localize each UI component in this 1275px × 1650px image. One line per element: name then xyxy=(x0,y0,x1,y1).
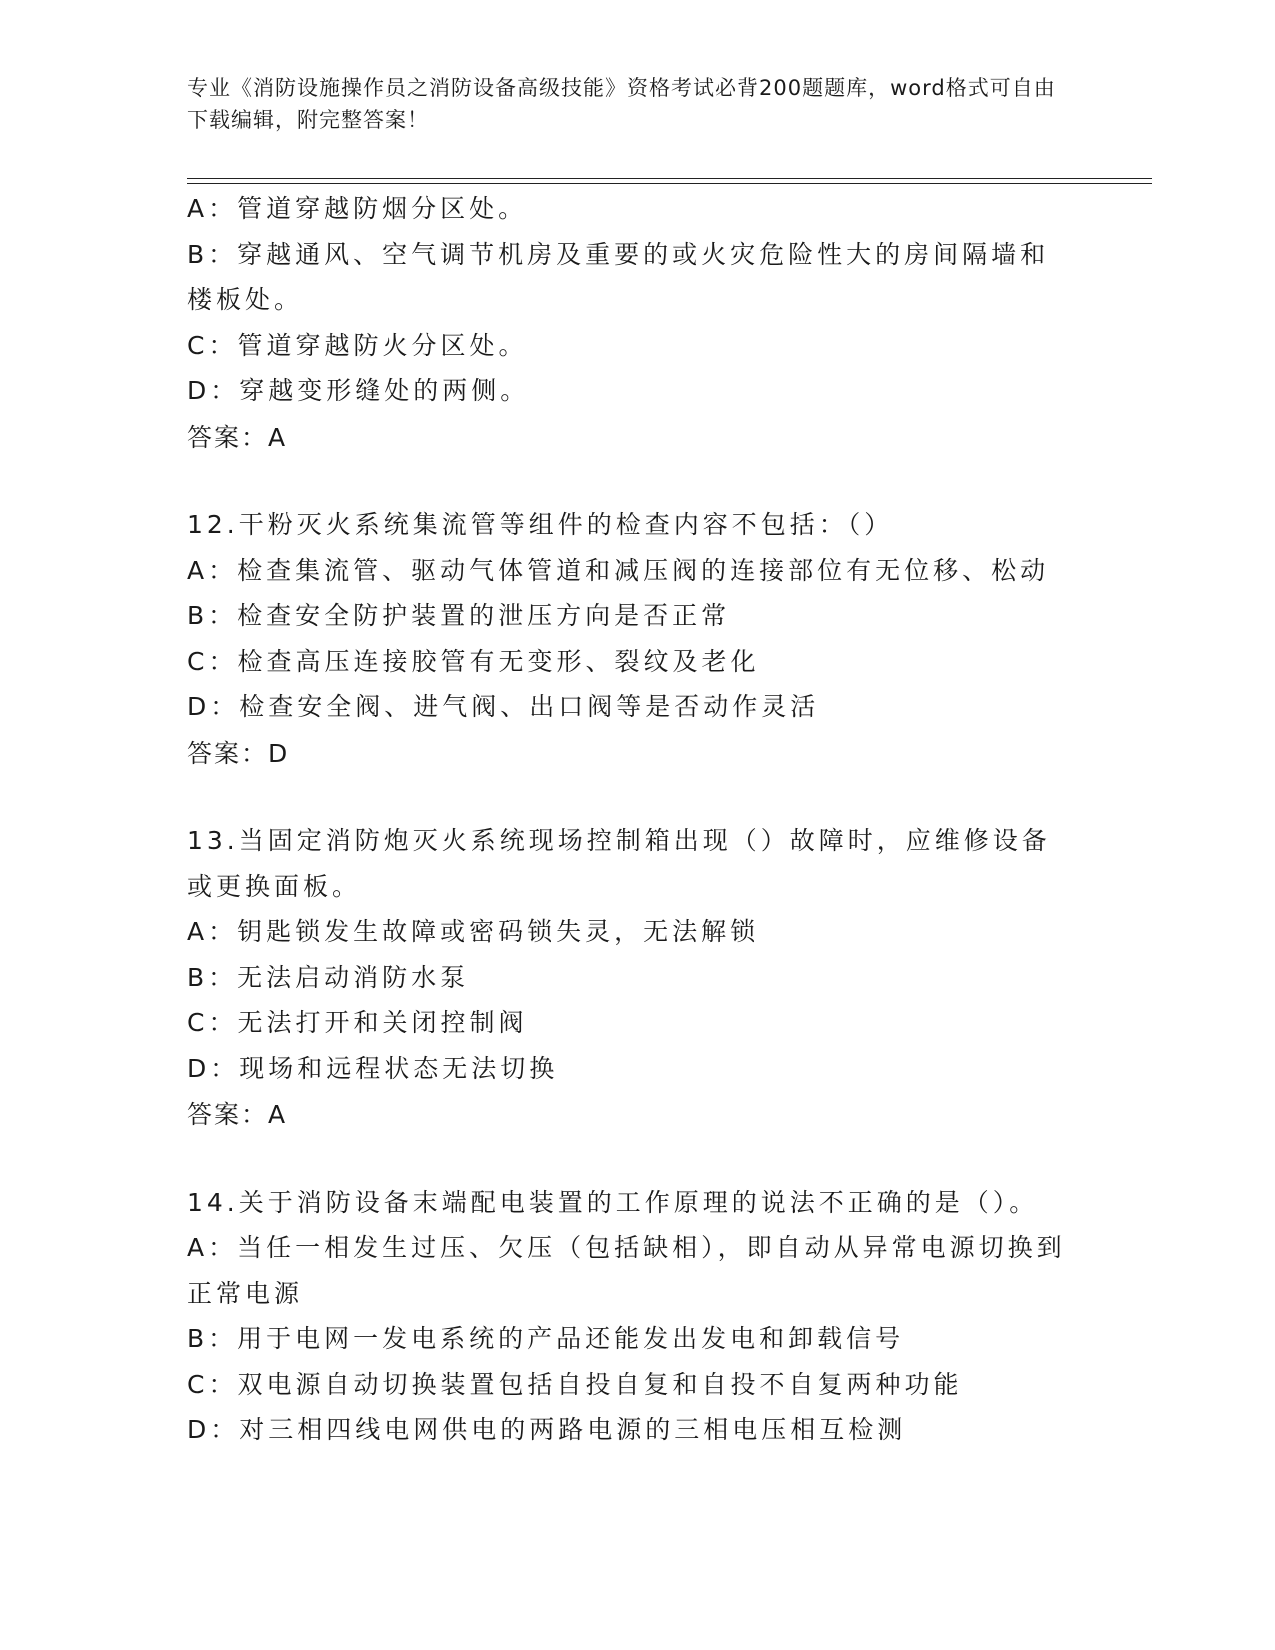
option-a: A：当任一相发生过压、欠压（包括缺相），即自动从异常电源切换到正常电源 xyxy=(187,1233,1066,1308)
option-a: A：检查集流管、驱动气体管道和减压阀的连接部位有无位移、松动 xyxy=(187,555,1050,585)
answer-label: 答案： xyxy=(187,738,269,768)
option-c: C：无法打开和关闭控制阀 xyxy=(187,1008,528,1037)
answer-value: D xyxy=(268,738,290,768)
option-d: D：穿越变形缝处的两侧。 xyxy=(187,376,530,405)
document-header xyxy=(187,72,1067,136)
question-14 xyxy=(187,1180,1077,1453)
option-c: C：双电源自动切换装置包括自投自复和自投不自复两种功能 xyxy=(187,1369,963,1399)
question-11 xyxy=(187,186,1077,460)
option-d: D：对三相四线电网供电的两路电源的三相电压相互检测 xyxy=(187,1415,907,1444)
option-d: D：现场和远程状态无法切换 xyxy=(187,1053,559,1083)
option-a: A：管道穿越防烟分区处。 xyxy=(187,194,528,223)
question-stem: 14.关于消防设备末端配电装置的工作原理的说法不正确的是（）。 xyxy=(187,1187,1039,1217)
answer-line xyxy=(187,415,1077,461)
answer-line xyxy=(187,731,1077,777)
answer-line xyxy=(187,1092,1077,1138)
option-d: D：检查安全阀、进气阀、出口阀等是否动作灵活 xyxy=(187,692,820,721)
option-b: B：用于电网一发电系统的产品还能发出发电和卸载信号 xyxy=(187,1324,905,1353)
question-stem: 12.干粉灭火系统集流管等组件的检查内容不包括：（） xyxy=(187,510,894,539)
answer-value: A xyxy=(268,1100,288,1129)
option-a: A：钥匙锁发生故障或密码锁失灵，无法解锁 xyxy=(187,917,760,946)
option-b: B：检查安全防护装置的泄压方向是否正常 xyxy=(187,601,731,630)
option-c: C：管道穿越防火分区处。 xyxy=(187,330,528,360)
header-divider-top xyxy=(187,178,1152,179)
header-divider-bottom xyxy=(187,183,1152,184)
question-13 xyxy=(187,818,1077,1138)
option-b: B：无法启动消防水泵 xyxy=(187,962,470,992)
header-title: 专业《消防设施操作员之消防设备高级技能》资格考试必背200题题库，word格式可自由下载编辑，附完整答案！ xyxy=(187,76,1056,132)
option-b: B：穿越通风、空气调节机房及重要的或火灾危险性大的房间隔墙和楼板处。 xyxy=(187,239,1050,314)
answer-label: 答案： xyxy=(187,1100,269,1129)
question-12 xyxy=(187,502,1077,776)
question-stem: 13.当固定消防炮灭火系统现场控制箱出现（）故障时，应维修设备或更换面板。 xyxy=(187,826,1051,901)
question-list xyxy=(187,186,1077,1453)
option-c: C：检查高压连接胶管有无变形、裂纹及老化 xyxy=(187,646,760,676)
answer-label: 答案： xyxy=(187,422,269,452)
answer-value: A xyxy=(268,422,288,452)
